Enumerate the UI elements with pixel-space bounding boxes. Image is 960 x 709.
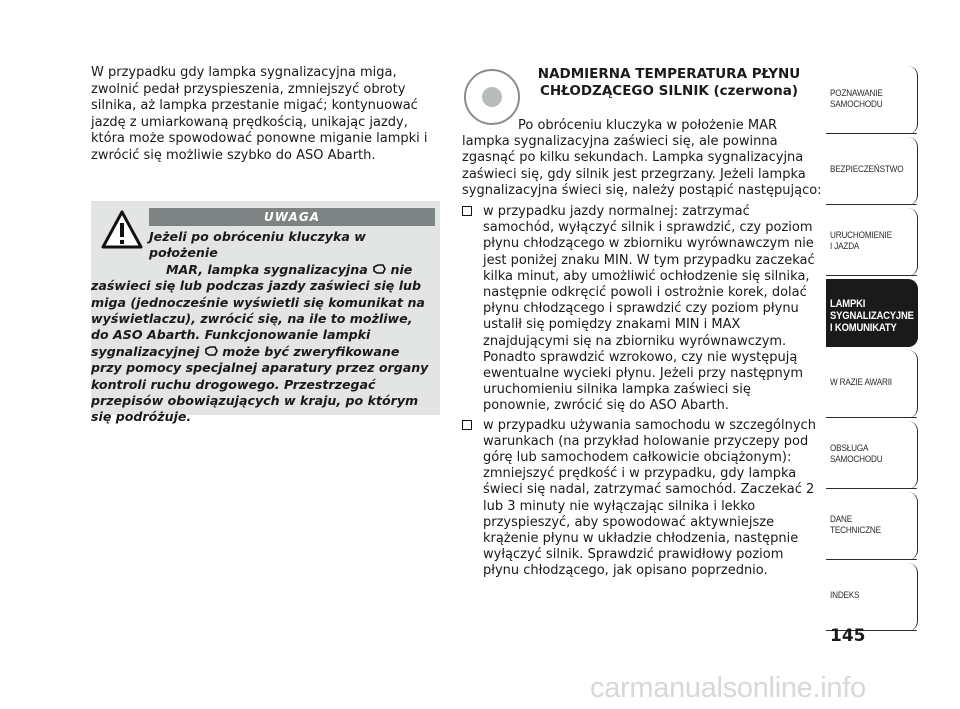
checkbox-bullet-icon <box>462 420 472 430</box>
warning-line-2: MAR, lampka sygnalizacyjna nie <box>166 261 413 277</box>
warning-box <box>91 201 440 425</box>
page-number: 145 <box>830 626 866 646</box>
tab-label: LAMPKI SYGNALIZACYJNE I KOMUNIKATY <box>830 298 914 334</box>
intro-paragraph: W przypadku gdy lampka sygnalizacyjna miga, zwolnić pedał przyspieszenia, zmniejszyć obroty silnika, aż lampka przestanie migać; kontynuować jazdę z umiarkowaną prędkością, unikając jazdy, która może spowodować ponowne miganie lampki i zwrócić się możliwie szybko do ASO Abarth. <box>91 65 428 163</box>
tab-obsluga-samochodu[interactable] <box>826 421 918 489</box>
checkbox-bullet-icon <box>462 206 472 216</box>
instruction-list <box>462 204 822 583</box>
tab-dane-techniczne[interactable] <box>826 492 918 560</box>
watermark: carmanualsonline.info <box>590 672 866 704</box>
warning-header: UWAGA <box>149 208 435 226</box>
list-item: w przypadku jazdy normalnej: zatrzymać samochód, wyłączyć silnik i sprawdzić, czy poziom płynu chłodzącego w zbiorniku wyrównawczym nie jest poniżej znaku MIN. W tym przypadku zaczekać kilka minut, aby umożliwić ochłodzenie się silnika, następnie odkręcić powoli i ostrożnie korek, dolać płynu chłodzącego i sprawdzić czy poziom płynu ustalił się pomiędzy znakami MIN i MAX znajdującymi się na zbiorniku wyrównawczym. Ponadto sprawdzić wzrokowo, czy nie występują ewentualne wycieki płynu. Jeżeli przy następnym uruchomieniu silnika lampka zaświeci się ponownie, zwrócić się do ASO Abarth. <box>462 204 822 415</box>
list-item: w przypadku używania samochodu w szczególnych warunkach (na przykład holowanie przyczepy pod górę lub samochodem całkowicie obciążonym): zmniejszyć prędkość i w przypadku, gdy lampka świeci się nadal, zatrzymać samochód. Zaczekać 2 lub 3 minuty nie wyłączając silnika i lekko przyspieszyć, aby spowodować aktywniejsze krążenie płynu w układzie chłodzenia, następnie wyłączyć silnik. Sprawdzić prawidłowy poziom płynu chłodzącego, jak opisano poprzednio. <box>462 418 822 580</box>
warning-text <box>91 229 431 426</box>
tab-label: W RAZIE AWARII <box>830 377 892 388</box>
section-intro: Po obróceniu kluczyka w położenie MAR lampka sygnalizacyjna zaświeci się, ale powinna zgasnąć po kilku sekundach. Lampka sygnalizacyjna zaświeci się, gdy silnik jest przegrzany. Jeżeli lampka sygnalizacyjna świeci się, należy postąpić następująco: <box>462 118 822 198</box>
section-title: NADMIERNA TEMPERATURA PŁYNU CHŁODZĄCEGO SILNIK (czerwona) <box>537 66 801 99</box>
warning-line-1: Jeżeli po obróceniu kluczyka w położenie <box>149 229 366 261</box>
tab-label: DANE TECHNICZNE <box>830 514 881 536</box>
tab-label: OBSŁUGA SAMOCHODU <box>830 443 883 465</box>
tab-w-razie-awarii[interactable] <box>826 350 918 418</box>
tab-label: INDEKS <box>830 590 860 601</box>
tab-label: POZNAWANIE SAMOCHODU <box>830 88 883 110</box>
tab-bezpieczenstwo[interactable] <box>826 137 918 205</box>
tab-label: URUCHOMIENIE I JAZDA <box>830 230 892 252</box>
tab-uruchomienie-i-jazda[interactable] <box>826 208 918 276</box>
tab-poznawanie-samochodu[interactable] <box>826 66 918 134</box>
engine-temperature-icon <box>372 264 386 275</box>
tab-lampki-sygnalizacyjne[interactable] <box>826 279 918 347</box>
tab-label: BEZPIECZEŃSTWO <box>830 164 904 175</box>
tab-indeks[interactable] <box>826 563 918 631</box>
engine-temperature-icon <box>204 346 218 357</box>
warning-line-rest: zaświeci się lub podczas jazdy zaświeci się lub miga (jednocześnie wyświetli się komunikat na wyświetlaczu), zwrócić się, na ile to możliwe, do ASO Abarth. Funkcjonowanie lampki sygnalizacyjnej może być zweryfikowane przy pomocy specjalnej aparatury przez organy kontroli ruchu drogowego. Przestrzegać przepisów obowiązujących w kraju, po którym się podróżuje. <box>91 278 429 425</box>
